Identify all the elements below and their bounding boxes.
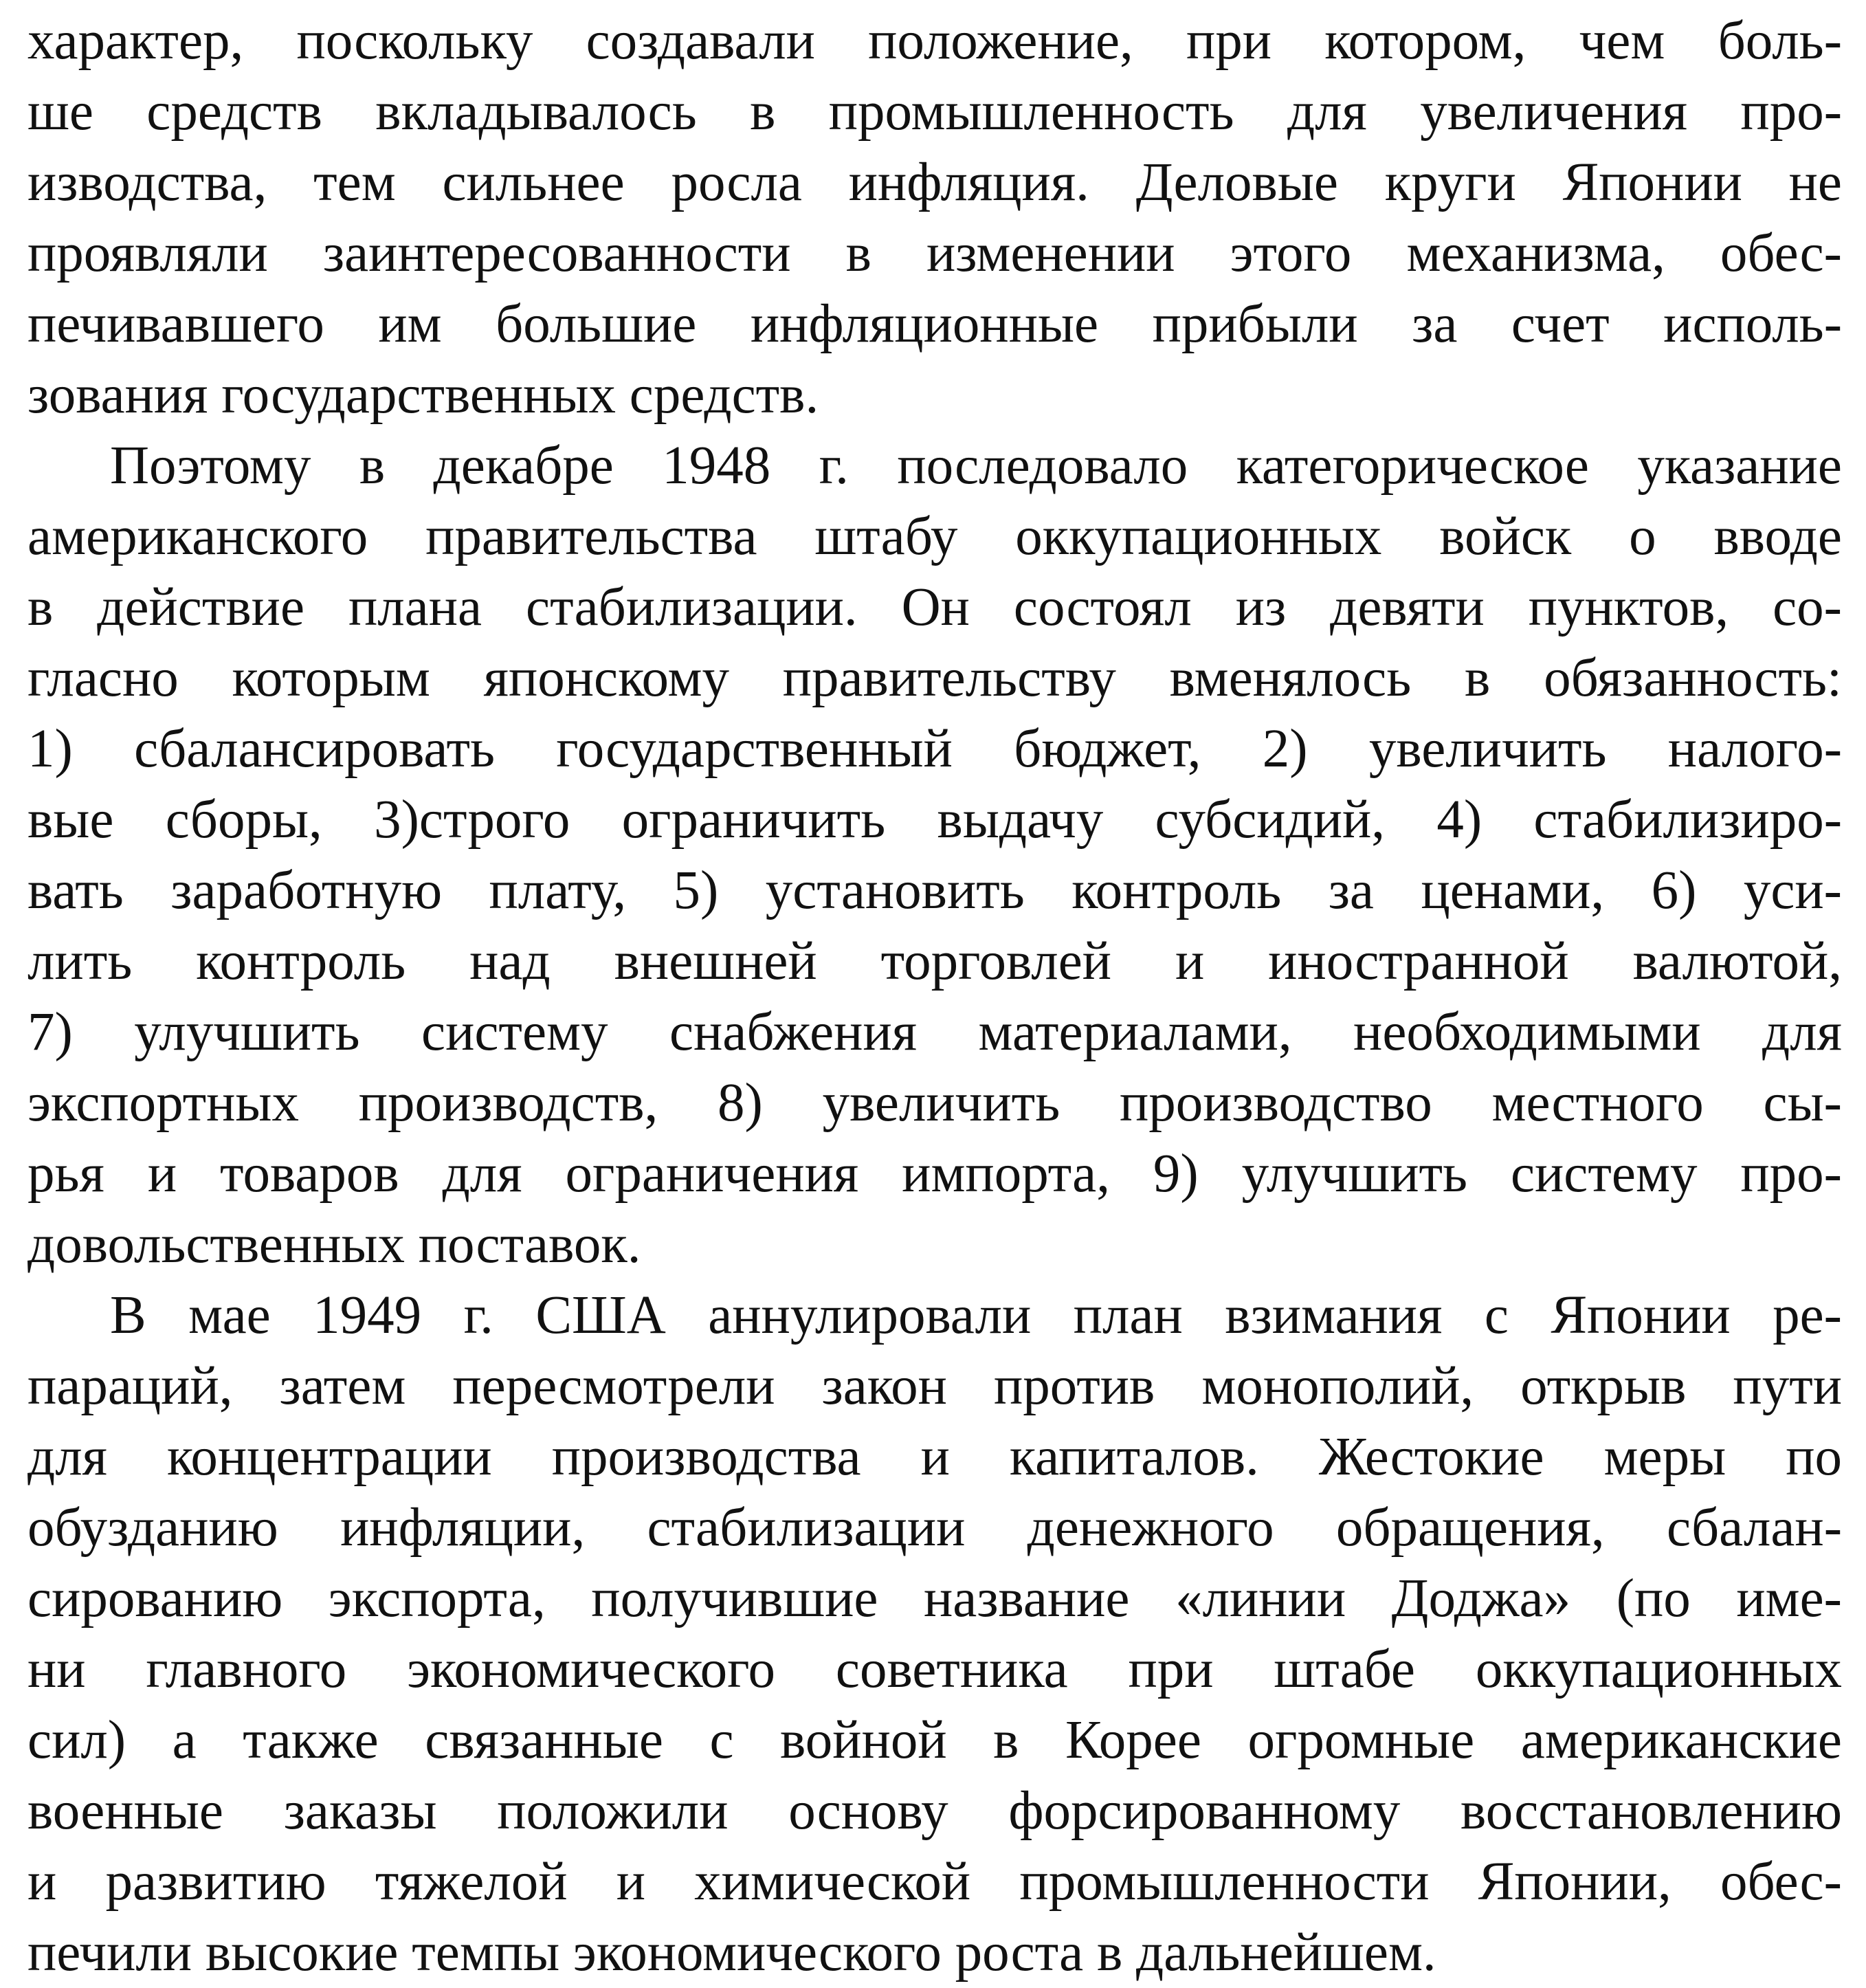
text-line: для концентрации производства и капиталов. Жестокие меры по: [27, 1427, 1842, 1487]
text-line: характер, поскольку создавали положение, при котором, чем боль-: [27, 11, 1842, 71]
text-line: сил) а также связанные с войной в Корее огромные американские: [27, 1710, 1842, 1770]
text-line: военные заказы положили основу форсированному восстановлению: [27, 1781, 1842, 1841]
text-line: Поэтому в декабре 1948 г. последовало категорическое указание: [110, 436, 1842, 496]
text-line: параций, затем пересмотрели закон против монополий, открыв пути: [27, 1356, 1842, 1416]
text-line: в действие плана стабилизации. Он состоял из девяти пунктов, со-: [27, 577, 1842, 637]
paragraph-2: [27, 430, 1842, 1280]
text-line: и развитию тяжелой и химической промышленности Японии, обес-: [27, 1852, 1842, 1912]
text-line: печивавшего им большие инфляционные прибыли за счет исполь-: [27, 294, 1842, 354]
text-line: сированию экспорта, получившие название «линии Доджа» (по име-: [27, 1569, 1842, 1628]
text-line: лить контроль над внешней торговлей и иностранной валютой,: [27, 931, 1842, 991]
paragraph-1: [27, 0, 1842, 430]
text-line: вать заработную плату, 5) установить контроль за ценами, 6) уси-: [27, 861, 1842, 920]
text-line: экспортных производств, 8) увеличить производство местного сы-: [27, 1073, 1842, 1133]
text-line: американского правительства штабу оккупационных войск о вводе: [27, 507, 1842, 566]
text-line: ше средств вкладывалось в промышленность для увеличения про-: [27, 82, 1842, 142]
text-line: 1) сбалансировать государственный бюджет, 2) увеличить налого-: [27, 719, 1842, 779]
text-line: 7) улучшить систему снабжения материалами, необходимыми для: [27, 1002, 1842, 1062]
text-line: вые сборы, 3)строго ограничить выдачу субсидий, 4) стабилизиро-: [27, 790, 1842, 850]
text-line: довольственных поставок.: [27, 1215, 641, 1274]
text-line: ни главного экономического советника при штабе оккупационных: [27, 1639, 1842, 1699]
text-line: В мае 1949 г. США аннулировали план взимания с Японии ре-: [110, 1285, 1842, 1345]
text-line: обузданию инфляции, стабилизации денежного обращения, сбалан-: [27, 1498, 1842, 1558]
text-line: проявляли заинтересованности в изменении этого механизма, обес-: [27, 223, 1842, 283]
text-line: зования государственных средств.: [27, 365, 819, 425]
document-page: [27, 0, 1842, 1983]
text-line: изводства, тем сильнее росла инфляция. Деловые круги Японии не: [27, 153, 1842, 212]
text-line: гласно которым японскому правительству вменялось в обязанность:: [27, 648, 1842, 708]
paragraph-3: [27, 1280, 1842, 1988]
text-line: печили высокие темпы экономического роста в дальнейшем.: [27, 1923, 1436, 1983]
text-line: рья и товаров для ограничения импорта, 9) улучшить систему про-: [27, 1144, 1842, 1204]
